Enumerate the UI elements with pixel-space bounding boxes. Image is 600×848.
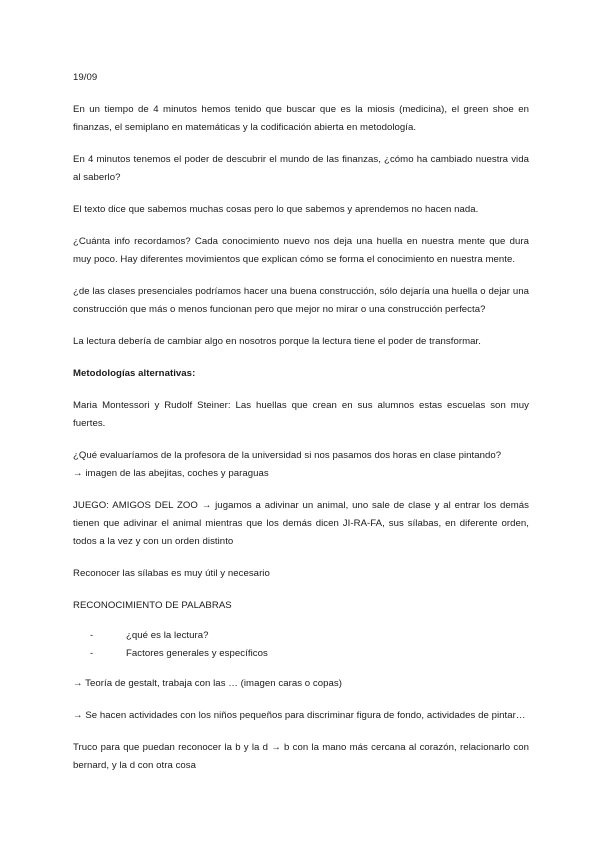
paragraph: → imagen de las abejitas, coches y paraguas [73, 468, 269, 479]
paragraph: La lectura debería de cambiar algo en nosotros porque la lectura tiene el poder de transformar. [73, 336, 481, 347]
date-heading: 19/09 [73, 72, 98, 83]
list-item-text: Factores generales y específicos [126, 648, 268, 659]
paragraph-group [73, 447, 529, 483]
paragraph: JUEGO: AMIGOS DEL ZOO → jugamos a adivinar un animal, uno sale de clase y al entrar los demás tienen que adivinar el animal mientras que los demás dicen JI-RA-FA, sus sílabas, en diferente orden, todos a la vez y con un orden distinto [73, 500, 529, 547]
bullet-list [73, 627, 529, 663]
paragraph: Truco para que puedan reconocer la b y la d → b con la mano más cercana al corazón, relacionarlo con bernard, y la d con otra cosa [73, 742, 529, 771]
paragraph: ¿Cuánta info recordamos? Cada conocimiento nuevo nos deja una huella en nuestra mente que dura muy poco. Hay diferentes movimientos que explican cómo se forma el conocimiento en nuestra mente. [73, 236, 529, 265]
list-item [90, 627, 529, 645]
paragraph: RECONOCIMIENTO DE PALABRAS [73, 600, 232, 611]
list-dash: - [90, 630, 94, 641]
list-item [90, 645, 529, 663]
paragraph: Reconocer las sílabas es muy útil y necesario [73, 568, 270, 579]
paragraph: → Teoría de gestalt, trabaja con las … (imagen caras o copas) [73, 678, 342, 689]
list-dash: - [90, 648, 94, 659]
paragraph: Maria Montessori y Rudolf Steiner: Las huellas que crean en sus alumnos estas escuelas son muy fuertes. [73, 400, 529, 429]
list-item-text: ¿qué es la lectura? [126, 630, 209, 641]
paragraph: → Se hacen actividades con los niños pequeños para discriminar figura de fondo, actividades de pintar… [73, 710, 526, 721]
document-body [73, 69, 529, 789]
paragraph: En 4 minutos tenemos el poder de descubrir el mundo de las finanzas, ¿cómo ha cambiado nuestra vida al saberlo? [73, 154, 529, 183]
paragraph: En un tiempo de 4 minutos hemos tenido que buscar que es la miosis (medicina), el green shoe en finanzas, el semiplano en matemáticas y la codificación abierta en metodología. [73, 104, 529, 133]
paragraph: ¿Qué evaluaríamos de la profesora de la universidad si nos pasamos dos horas en clase pintando? [73, 450, 502, 461]
section-heading: Metodologías alternativas: [73, 368, 196, 379]
paragraph: ¿de las clases presenciales podríamos hacer una buena construcción, sólo dejaría una huella o dejar una construcción que más o menos funcionan pero que mejor no mirar o una construcción perfecta? [73, 286, 529, 315]
paragraph: El texto dice que sabemos muchas cosas pero lo que sabemos y aprendemos no hacen nada. [73, 204, 479, 215]
